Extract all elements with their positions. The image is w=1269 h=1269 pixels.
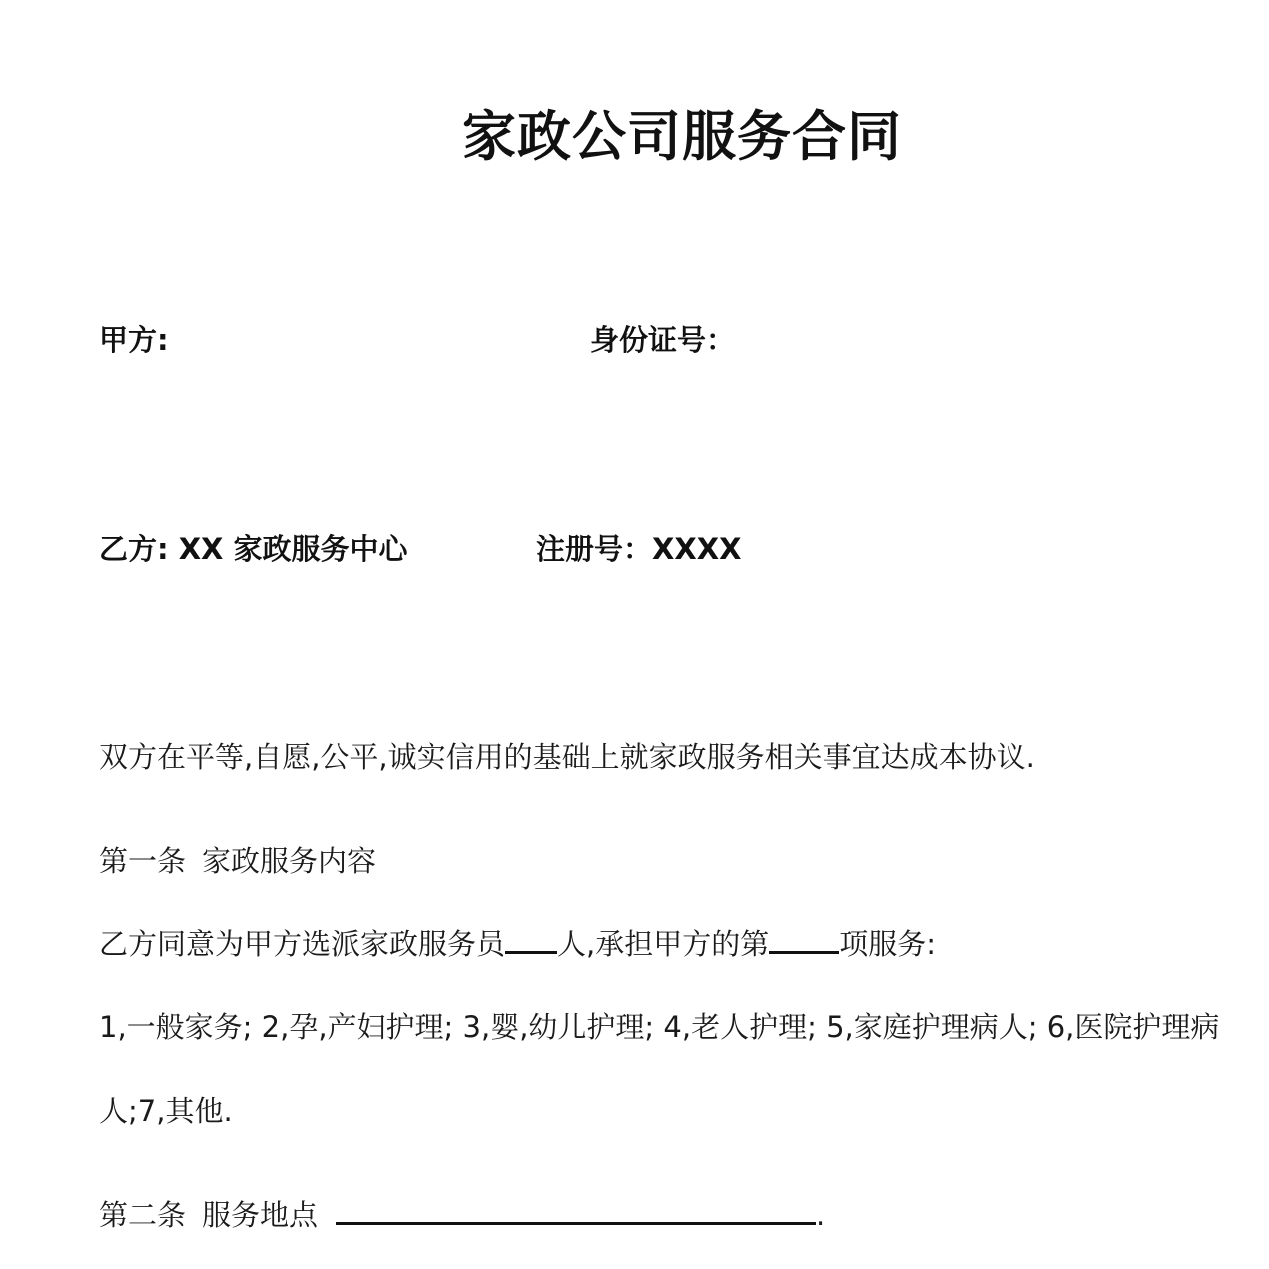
staff-count-blank[interactable] <box>505 925 557 954</box>
article-1-text-part1: 乙方同意为甲方选派家政服务员 <box>99 927 506 961</box>
article-2-title: 服务地点 <box>202 1198 319 1232</box>
article-2-heading <box>99 1193 825 1234</box>
registration-number-label: 注册号：XXXX <box>536 532 742 566</box>
id-number-label: 身份证号： <box>590 323 736 357</box>
article-2-trailing: . <box>816 1198 826 1232</box>
party-b-label: 乙方: XX 家政服务中心 <box>99 532 408 566</box>
intro-paragraph: 双方在平等,自愿,公平,诚实信用的基础上就家政服务相关事宜达成本协议. <box>99 740 1035 774</box>
article-1-text-part2: 人,承担甲方的第 <box>557 927 770 961</box>
party-a-label: 甲方: <box>99 323 169 357</box>
service-list-line-1: 1,一般家务; 2,孕,产妇护理; 3,婴,幼儿护理; 4,老人护理; 5,家庭护理病人; 6,医院护理病 <box>99 1010 1220 1044</box>
article-1-number: 第一条 <box>99 844 187 878</box>
article-1-title: 家政服务内容 <box>202 844 377 878</box>
article-1-heading <box>99 839 376 880</box>
service-location-blank[interactable] <box>336 1196 816 1225</box>
article-2-number: 第二条 <box>99 1198 187 1232</box>
document-title: 家政公司服务合同 <box>462 104 902 168</box>
article-1-text-part3: 项服务: <box>839 927 937 961</box>
service-item-blank[interactable] <box>769 925 839 954</box>
service-list-line-2: 人;7,其他. <box>99 1094 233 1128</box>
article-1-body <box>99 922 936 963</box>
